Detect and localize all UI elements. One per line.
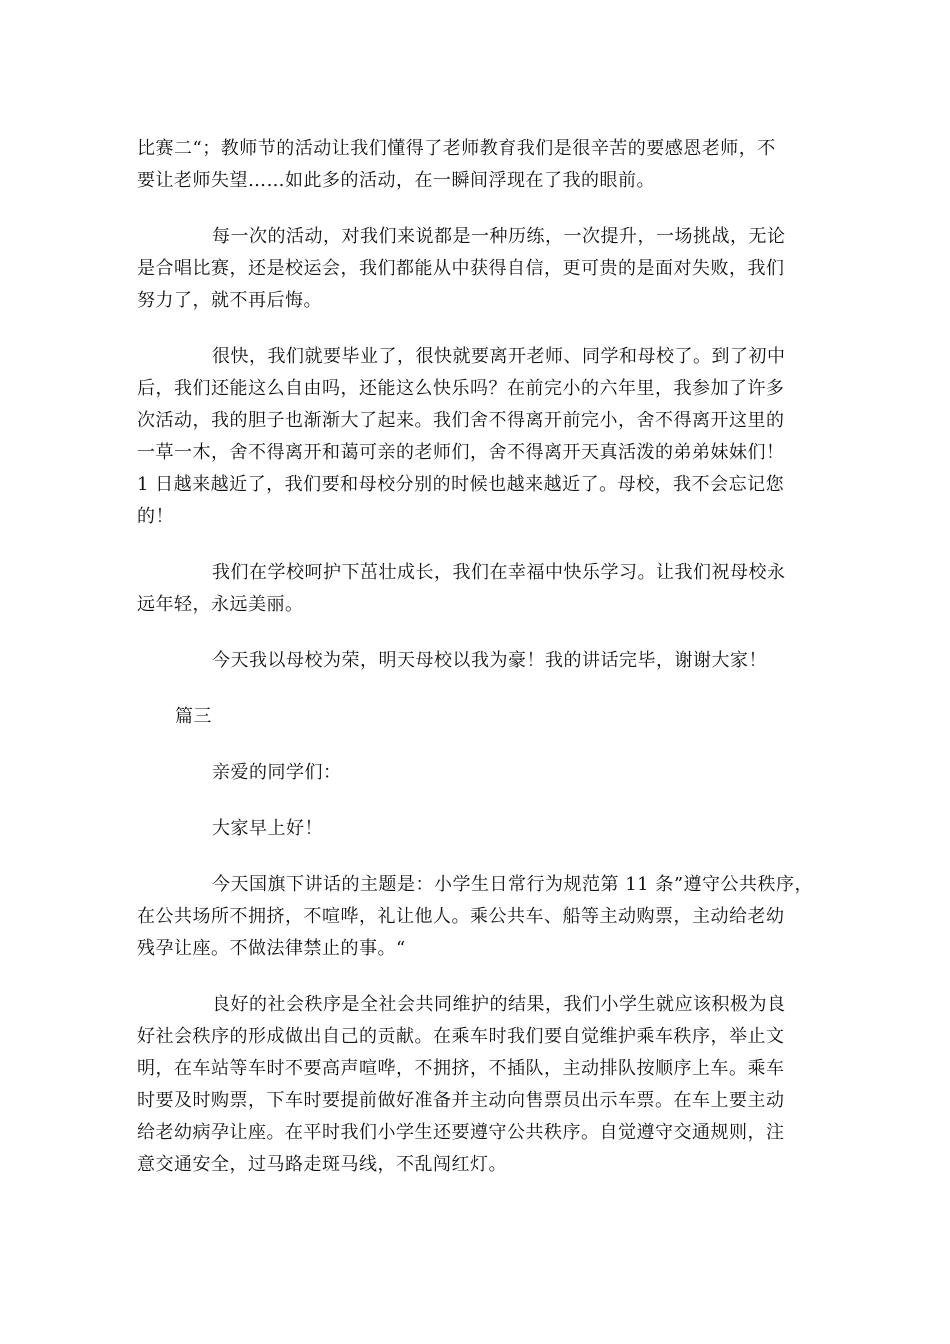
text-line: 今天我以母校为荣，明天母校以我为豪！我的讲话完毕，谢谢大家！ [212, 650, 767, 671]
paragraph-greeting [137, 813, 817, 845]
text-line: 残孕让座。不做法律禁止的事。“ [137, 938, 406, 959]
paragraph-social-order [137, 989, 817, 1181]
text-line: 良好的社会秩序是全社会共同维护的结果，我们小学生就应该积极为良 [212, 994, 786, 1015]
text-line: 意交通安全，过马路走斑马线，不乱闯红灯。 [137, 1154, 507, 1175]
text-line: 在公共场所不拥挤，不喧哗，礼让他人。乘公共车、船等主动购票，主动给老幼 [137, 906, 785, 927]
text-line: 很快，我们就要毕业了，很快就要离开老师、同学和母校了。到了初中 [212, 346, 786, 367]
paragraph-graduation [137, 341, 817, 533]
paragraph-salutation [137, 757, 817, 789]
text-line: 大家早上好！ [212, 818, 323, 839]
text-line: 好社会秩序的形成做出自己的贡献。在乘车时我们要自觉维护乘车秩序，举止文 [137, 1026, 785, 1047]
section-heading [137, 701, 817, 733]
paragraph-topic [137, 869, 817, 965]
text-line: 远年轻，永远美丽。 [137, 594, 304, 615]
text-line: 亲爱的同学们： [212, 762, 342, 783]
paragraph-closing [137, 645, 817, 677]
paragraph-blessing [137, 557, 817, 621]
text-line: 比赛二“；教师节的活动让我们懂得了老师教育我们是很辛苦的要感恩老师，不 [137, 138, 776, 159]
text-line: 要让老师失望……如此多的活动，在一瞬间浮现在了我的眼前。 [137, 170, 655, 191]
text-line: 次活动，我的胆子也渐渐大了起来。我们舍不得离开前完小，舍不得离开这里的 [137, 410, 785, 431]
text-line: 我们在学校呵护下茁壮成长，我们在幸福中快乐学习。让我们祝母校永 [212, 562, 786, 583]
text-line: 给老幼病孕让座。在平时我们小学生还要遵守公共秩序。自觉遵守交通规则，注 [137, 1122, 785, 1143]
section-title: 篇三 [175, 706, 212, 727]
text-line: 一草一木，舍不得离开和蔼可亲的老师们，舍不得离开天真活泼的弟弟妹妹们！ [137, 442, 785, 463]
paragraph-activities-end [137, 133, 817, 197]
text-line: 努力了，就不再后悔。 [137, 290, 322, 311]
text-line: 是合唱比赛，还是校运会，我们都能从中获得自信，更可贵的是面对失败，我们 [137, 258, 785, 279]
text-line: 1 日越来越近了，我们要和母校分别的时候也越来越近了。母校，我不会忘记您 [137, 474, 785, 495]
text-line: 的！ [137, 506, 174, 527]
text-line: 明，在车站等车时不要高声喧哗，不拥挤，不插队，主动排队按顺序上车。乘车 [137, 1058, 785, 1079]
paragraph-experience [137, 221, 817, 317]
text-line: 时要及时购票，下车时要提前做好准备并主动向售票员出示车票。在车上要主动 [137, 1090, 785, 1111]
text-line: 后，我们还能这么自由吗，还能这么快乐吗？在前完小的六年里，我参加了许多 [137, 378, 785, 399]
text-line: 今天国旗下讲话的主题是：小学生日常行为规范第 11 条”遵守公共秩序， [212, 874, 814, 895]
text-line: 每一次的活动，对我们来说都是一种历练，一次提升，一场挑战，无论 [212, 226, 786, 247]
